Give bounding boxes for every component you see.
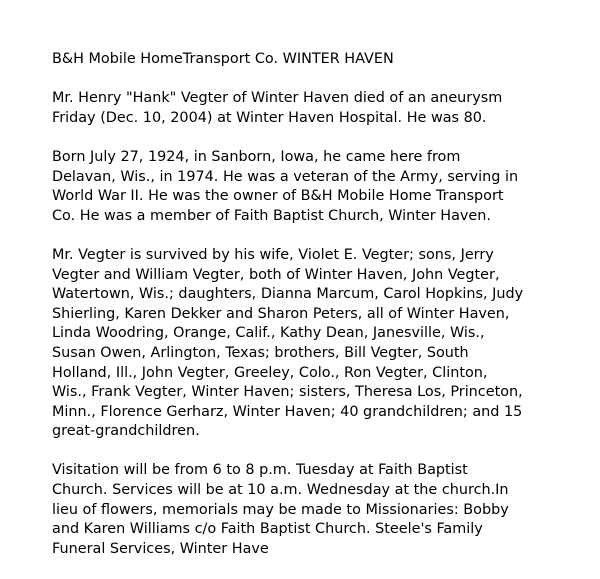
text-line: Vegter and William Vegter, both of Winter Haven, John Vegter, [52, 266, 500, 283]
text-line: Mr. Vegter is survived by his wife, Violet E. Vegter; sons, Jerry [52, 246, 494, 263]
text-line: Visitation will be from 6 to 8 p.m. Tuesday at Faith Baptist [52, 462, 468, 479]
text-line: Shierling, Karen Dekker and Sharon Peters, all of Winter Haven, [52, 305, 510, 322]
text-line: Funeral Services, Winter Have [52, 540, 269, 557]
text-line: Friday (Dec. 10, 2004) at Winter Haven Hospital. He was 80. [52, 109, 487, 126]
text-line: and Karen Williams c/o Faith Baptist Church. Steele's Family [52, 521, 483, 538]
text-line: Linda Woodring, Orange, Calif., Kathy Dean, Janesville, Wis., [52, 325, 485, 342]
paragraph-services [52, 461, 592, 559]
text-line: Holland, Ill., John Vegter, Greeley, Colo., Ron Vegter, Clinton, [52, 364, 488, 381]
text-line: great-grandchildren. [52, 423, 200, 440]
text-line: World War II. He was the owner of B&H Mobile Home Transport [52, 188, 504, 205]
paragraph-death-notice [52, 89, 592, 128]
text-line: Mr. Henry "Hank" Vegter of Winter Haven died of an aneurysm [52, 90, 503, 107]
text-line: Born July 27, 1924, in Sanborn, Iowa, he came here from [52, 148, 461, 165]
text-line: Watertown, Wis.; daughters, Dianna Marcum, Carol Hopkins, Judy [52, 286, 524, 303]
text-line: lieu of flowers, memorials may be made to Missionaries: Bobby [52, 501, 509, 518]
text-line: Susan Owen, Arlington, Texas; brothers, Bill Vegter, South [52, 344, 469, 361]
paragraph-survivors [52, 246, 592, 442]
heading-line: B&H Mobile HomeTransport Co. WINTER HAVEN [52, 51, 394, 67]
text-line: Co. He was a member of Faith Baptist Church, Winter Haven. [52, 207, 491, 224]
text-line: Wis., Frank Vegter, Winter Haven; sisters, Theresa Los, Princeton, [52, 384, 523, 401]
text-line: Delavan, Wis., in 1974. He was a veteran of the Army, serving in [52, 168, 519, 185]
document-heading [52, 50, 592, 70]
paragraph-biography [52, 148, 592, 226]
text-line: Minn., Florence Gerharz, Winter Haven; 40 grandchildren; and 15 [52, 403, 523, 420]
text-line: Church. Services will be at 10 a.m. Wednesday at the church.In [52, 482, 509, 499]
obituary-document [52, 50, 592, 579]
